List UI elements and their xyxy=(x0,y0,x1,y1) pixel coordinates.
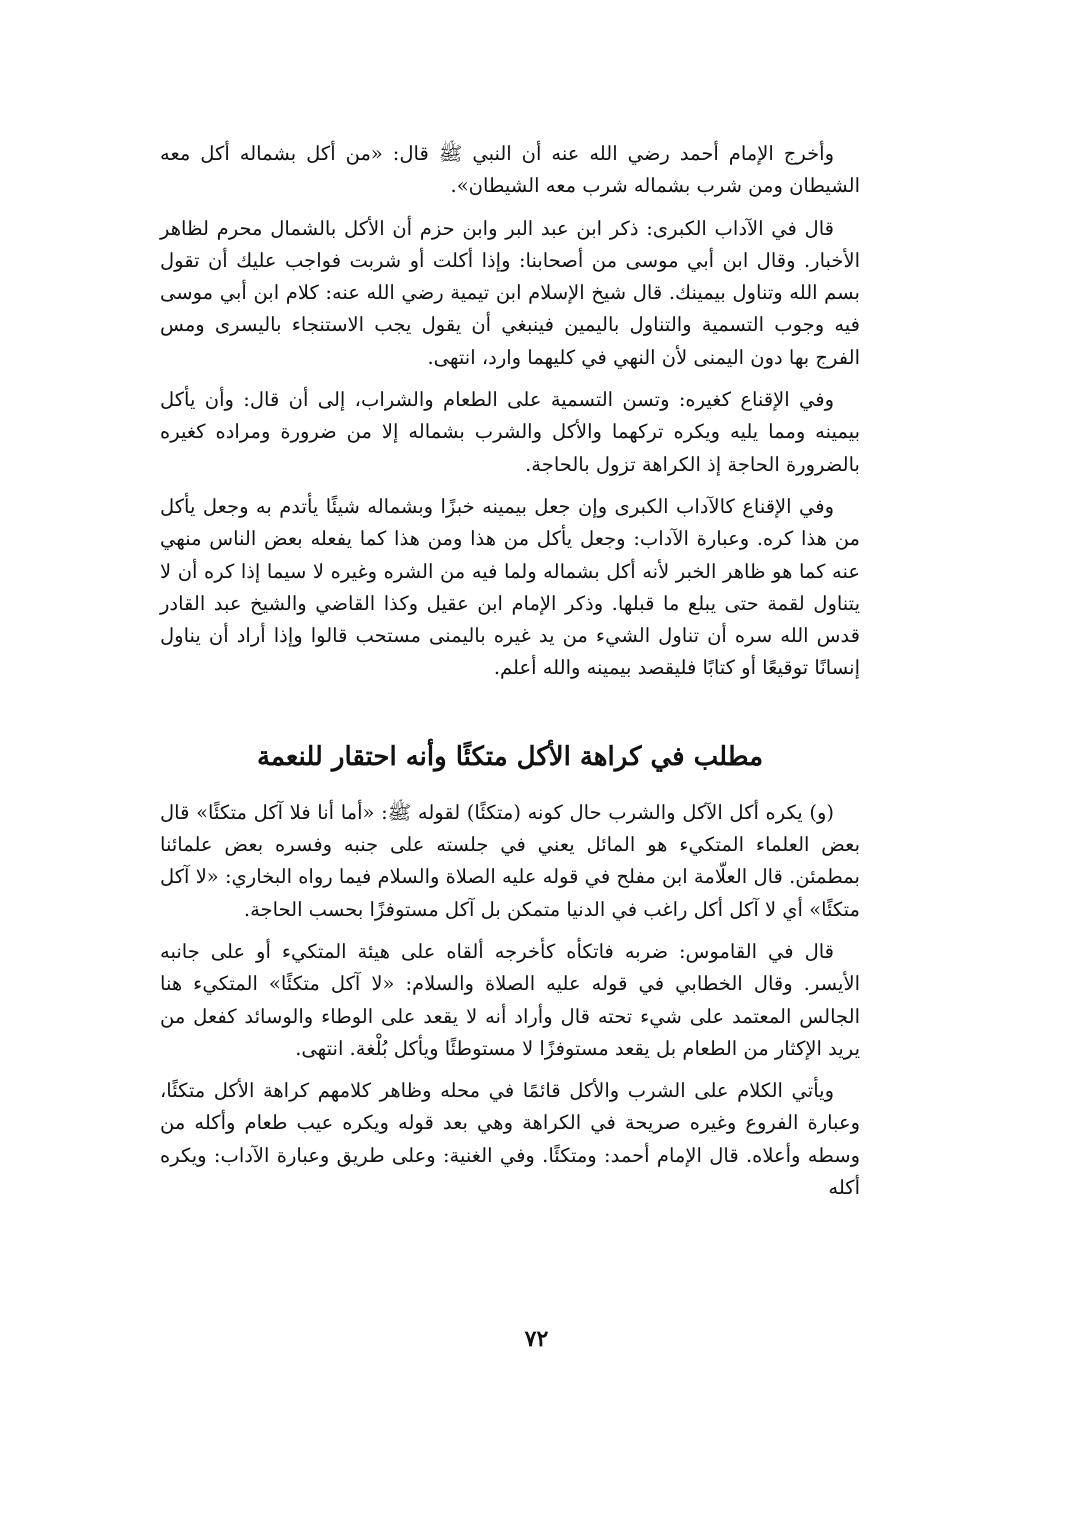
page-number: ٧٢ xyxy=(524,1326,549,1352)
paragraph-furu: ويأتي الكلام على الشرب والأكل قائمًا في محله وظاهر كلامهم كراهة الأكل متكئًا، وعبارة الفروع وغيره صريحة في الكراهة وهي بعد قوله ويكره عيب طعام وأكله من وسطه وأعلاه. قال الإمام أحمد: ومتكئًا. وفي الغنية: وعلى طريق وعبارة الآداب: ويكره أكله xyxy=(160,1079,860,1200)
section-heading: مطلب في كراهة الأكل متكئًا وأنه احتقار للنعمة xyxy=(256,741,764,772)
paragraph-muttaki: (و) يكره أكل الآكل والشرب حال كونه (متكئًا) لقوله ﷺ: «أما أنا فلا آكل متكئًا» قال بعض العلماء المتكيء هو المائل يعني في جلسته على جنبه وفسره بعض علمائنا بمطمئن. قال العلّامة ابن مفلح في قوله عليه الصلاة والسلام فيما رواه البخاري: «لا آكل متكئًا» أي لا آكل أكل راغب في الدنيا متمكن بل آكل مستوفزًا بحسب الحاجة. xyxy=(160,800,860,921)
paragraph-adab-kubra: قال في الآداب الكبرى: ذكر ابن عبد البر وابن حزم أن الأكل بالشمال محرم لظاهر الأخبار. وقال ابن أبي موسى من أصحابنا: وإذا أكلت أو شربت فواجب عليك أن تقول بسم الله وتناول بيمينك. قال شيخ الإسلام ابن تيمية رضي الله عنه: كلام ابن أبي موسى فيه وجوب التسمية والتناول باليمين فينبغي أن يقول يجب الاستنجاء باليسرى ومس الفرج بها دون اليمنى لأن النهي في كليهما وارد، انتهى. xyxy=(160,216,860,369)
paragraph-iqna-bread: وفي الإقناع كالآداب الكبرى وإن جعل بيمينه خبزًا وبشماله شيئًا يأتدم به وجعل يأكل من هذا كره. وعبارة الآداب: وجعل يأكل من هذا ومن هذا كما يفعله بعض الناس منهي عنه كما هو ظاهر الخبر لأنه أكل بشماله ولما فيه من الشره وغيره لا سيما إذا كره أن لا يتناول لقمة حتى يبلع ما قبلها. وذكر الإمام ابن عقيل وكذا القاضي والشيخ عبد القادر قدس الله سره أن تناول الشيء من يد غيره باليمنى مستحب قالوا وإذا أراد أن يناول إنسانًا توقيعًا أو كتابًا فليقصد بيمينه والله أعلم. xyxy=(160,494,860,680)
paragraph-iqna-tasmiya: وفي الإقناع كغيره: وتسن التسمية على الطعام والشراب، إلى أن قال: وأن يأكل بيمينه ومما يليه ويكره تركهما والأكل والشرب بشماله إلا من ضرورة ومراده كغيره بالضرورة الحاجة إذ الكراهة تزول بالحاجة. xyxy=(160,388,860,476)
paragraph-qamus: قال في القاموس: ضربه فاتكأه كأخرجه ألقاه على هيئة المتكيء أو على جانبه الأيسر. وقال الخطابي في قوله عليه الصلاة والسلام: «لا آكل متكئًا» المتكيء هنا الجالس المعتمد على شيء تحته قال وأراد أنه لا يقعد على الوطاء والوسائد كفعل من يريد الإكثار من الطعام بل يقعد مستوفزًا لا مستوطئًا ويأكل بُلْغة. انتهى. xyxy=(160,939,860,1060)
page-body xyxy=(160,138,860,1214)
paragraph-hadith-left-hand: وأخرج الإمام أحمد رضي الله عنه أن النبي ﷺ قال: «من أكل بشماله أكل معه الشيطان ومن شرب بشماله شرب معه الشيطان». xyxy=(160,142,860,198)
